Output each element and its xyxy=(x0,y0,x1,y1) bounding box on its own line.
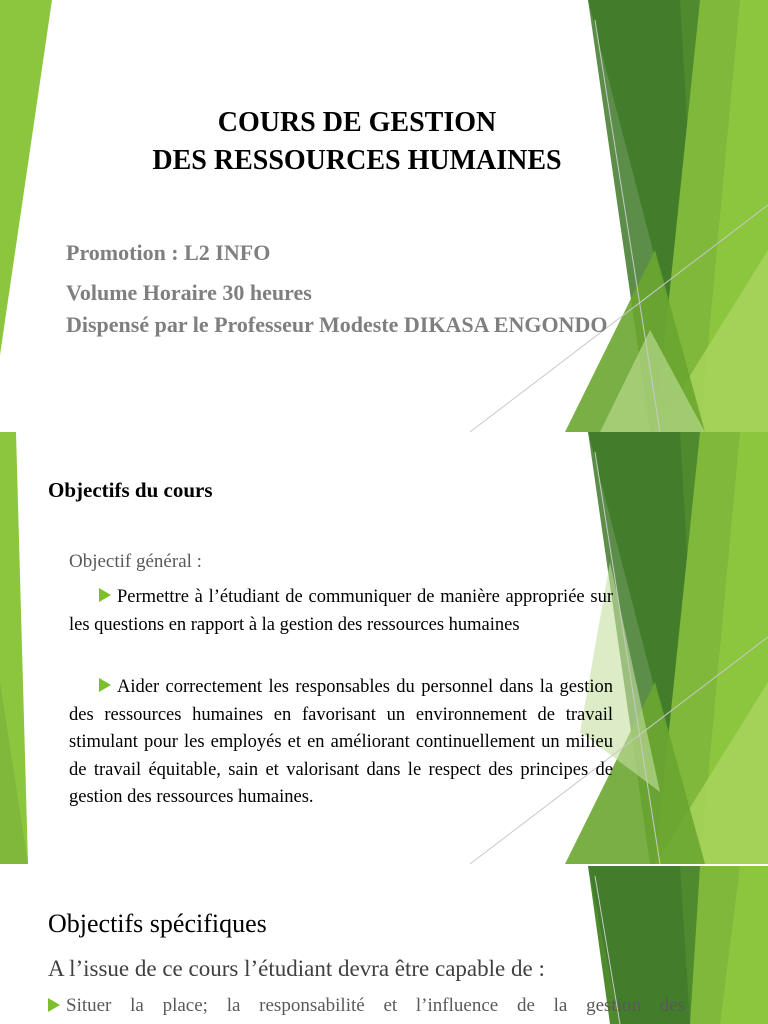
specific-objectives-title: Objectifs spécifiques xyxy=(48,909,267,938)
objectives-title: Objectifs du cours xyxy=(48,478,213,502)
list-item xyxy=(69,674,613,812)
slide-1-decoration xyxy=(0,0,768,432)
bullet-triangle-icon xyxy=(99,678,111,692)
general-objective-label: Objectif général : xyxy=(69,551,202,572)
promotion-text: Promotion : L2 INFO xyxy=(66,240,271,265)
list-item xyxy=(48,995,724,1017)
slide-2 xyxy=(0,432,768,864)
specific-objectives-subtitle: A l’issue de ce cours l’étudiant devra être capable de : xyxy=(48,956,545,981)
bullet-triangle-icon xyxy=(48,998,60,1012)
course-title xyxy=(0,104,714,180)
instructor-text: Dispensé par le Professeur Modeste DIKASA ENGONDO xyxy=(66,312,608,337)
course-title-line-1: COURS DE GESTION xyxy=(217,107,497,138)
bullet-text: Aider correctement les responsables du personnel dans la gestion des ressources humaines en favorisant un environnement de travail stimulant pour les employés et en améliorant continuellement un milieu de travail équitable, sain et valorisant dans le respect des principes de gestion des ressources humaines. xyxy=(69,677,613,807)
volume-text: Volume Horaire 30 heures xyxy=(66,280,312,305)
bullet-triangle-icon xyxy=(99,588,111,602)
slide-1 xyxy=(0,0,768,432)
list-item xyxy=(69,584,613,639)
bullet-text: Permettre à l’étudiant de communiquer de manière appropriée sur les questions en rapport à la gestion des ressources humaines xyxy=(69,587,613,635)
bullet-text: Situer la place; la responsabilité et l’influence de la gestion des xyxy=(66,995,686,1016)
course-title-line-2: DES RESSOURCES HUMAINES xyxy=(152,145,562,176)
